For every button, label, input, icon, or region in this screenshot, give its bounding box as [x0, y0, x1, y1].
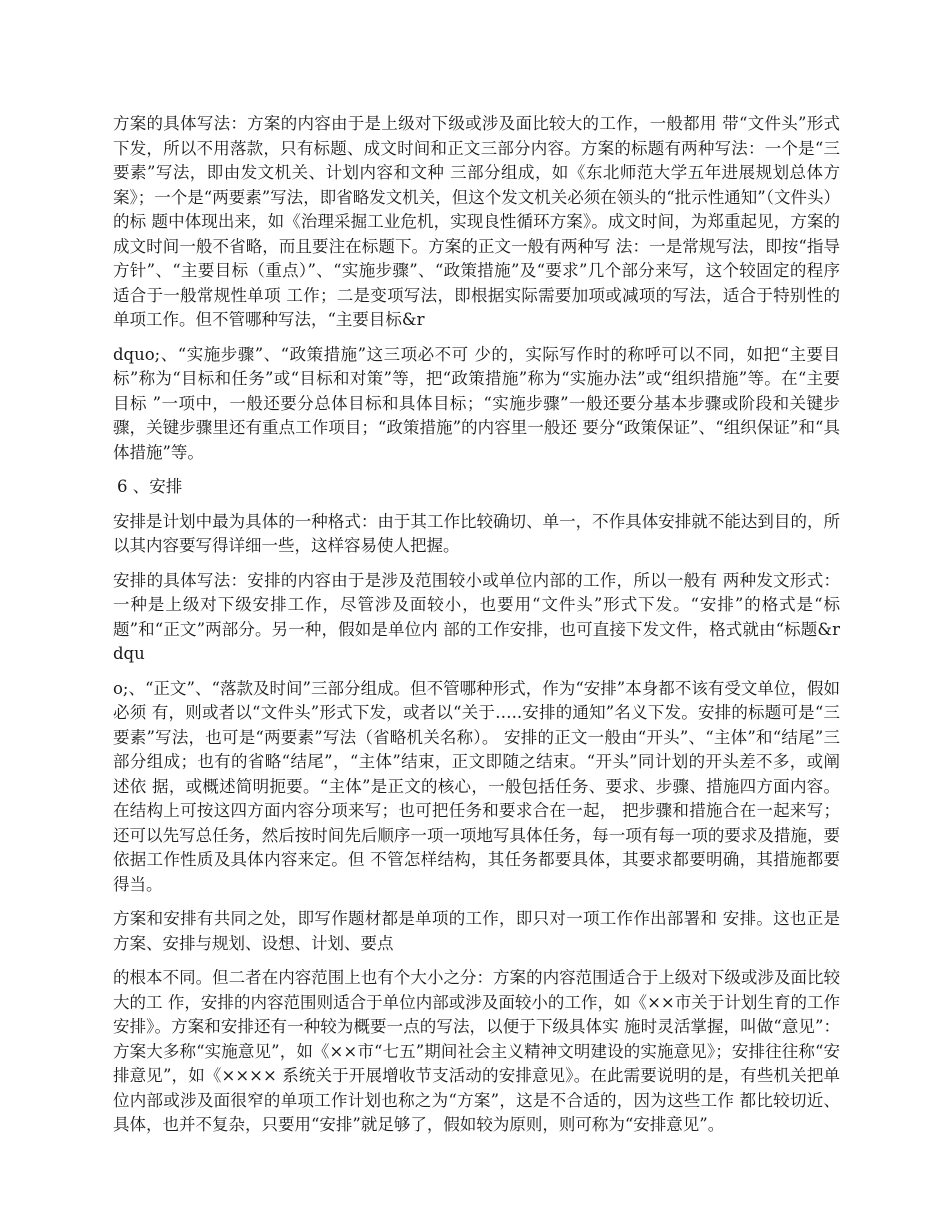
paragraph-anpai-xiefa: 安排的具体写法：安排的内容由于是涉及范围较小或单位内部的工作，所以一般有 两种发文形式：一种是上级对下级安排工作，尽管涉及面较小，也要用“文件头”形式下发。“安排”的格式是“标题”和“正文”两部分。另一种，假如是单位内 部的工作安排，也可直接下发文件，格式就由“标题&rdqu	[113, 570, 840, 663]
paragraph-anpai-continued: o;、“正文”、“落款及时间”三部分组成。但不管哪种形式，作为“安排”本身都不该有受文单位，假如必须 有，则或者以“文件头”形式下发，或者以“关于…..安排的通知”名义下发。安排的标题可是“三要素”写法，也可是“两要素”写法（省略机关名称）。 安排的正文一般由“开头”、“主体”和“结尾”三部分组成；也有的省略“结尾”，“主体”结束，正文即随之结束。“开头”同计划的开头差不多，或阐述依 据，或概述简明扼要。“主体”是正文的核心，一般包括任务、要求、步骤、措施四方面内容。在结构上可按这四方面内容分项来写；也可把任务和要求合在一起， 把步骤和措施合在一起来写；还可以先写总任务，然后按时间先后顺序一项一项地写具体任务，每一项有每一项的要求及措施，要依据工作性质及具体内容来定。但 不管怎样结构，其任务都要具体，其要求都要明确，其措施都要得当。	[113, 678, 840, 894]
paragraph-comparison-continued: 的根本不同。但二者在内容范围上也有个大小之分：方案的内容范围适合于上级对下级或涉及面比较大的工 作，安排的内容范围则适合于单位内部或涉及面较小的工作，如《××市关于计划生育的工作安排》。方案和安排还有一种较为概要一点的写法，以便于下级具体实 施时灵活掌握，叫做“意见”：方案大多称“实施意见”，如《××市“七五”期间社会主义精神文明建设的实施意见》；安排往往称“安排意见”，如《×××× 系统关于开展增收节支活动的安排意见》。在此需要说明的是，有些机关把单位内部或涉及面很窄的单项工作计划也称之为“方案”，这是不合适的，因为这些工作 都比较切近、具体，也并不复杂，只要用“安排”就足够了，假如较为原则，则可称为“安排意见”。	[113, 968, 840, 1134]
paragraph-fangan-xiefa: 方案的具体写法：方案的内容由于是上级对下级或涉及面比较大的工作，一般都用 带“文件头”形式下发，所以不用落款，只有标题、成文时间和正文三部分内容。方案的标题有两种写法：一个是“三要素”写法，即由发文机关、计划内容和文种 三部分组成，如《东北师范大学五年进展规划总体方案》；一个是“两要素”写法，即省略发文机关，但这个发文机关必须在领头的“批示性通知”（文件头）的标 题中体现出来，如《治理采掘工业危机，实现良性循环方案》。成文时间，为郑重起见，方案的成文时间一般不省略，而且要注在标题下。方案的正文一般有两种写 法：一是常规写法，即按“指导方针”、“主要目标（重点）”、“实施步骤”、“政策措施”及“要求”几个部分来写，这个较固定的程序适合于一般常规性单项 工作；二是变项写法，即根据实际需要加项或减项的写法，适合于特别性的单项工作。但不管哪种写法，“主要目标&r	[113, 114, 840, 329]
section-heading-anpai: 6 、安排	[117, 477, 183, 496]
paragraph-fangan-continued: dquo;、“实施步骤”、“政策措施”这三项必不可 少的，实际写作时的称呼可以不同，如把“主要目标”称为“目标和任务”或“目标和对策”等，把“政策措施”称为“实施办法”或“组织措施”等。在“主要目标 ”一项中，一般还要分总体目标和具体目标；“实施步骤”一般还要分基本步骤或阶段和关键步骤，关键步骤里还有重点工作项目；“政策措施”的内容里一般还 要分“政策保证”、“组织保证”和“具体措施”等。	[113, 344, 840, 462]
document-body	[113, 112, 840, 1148]
paragraph-anpai-definition: 安排是计划中最为具体的一种格式：由于其工作比较确切、单一，不作具体安排就不能达到目的，所以其内容要写得详细一些，这样容易使人把握。	[113, 511, 840, 555]
paragraph-comparison: 方案和安排有共同之处，即写作题材都是单项的工作，即只对一项工作作出部署和 安排。这也正是方案、安排与规划、设想、计划、要点	[113, 909, 840, 953]
